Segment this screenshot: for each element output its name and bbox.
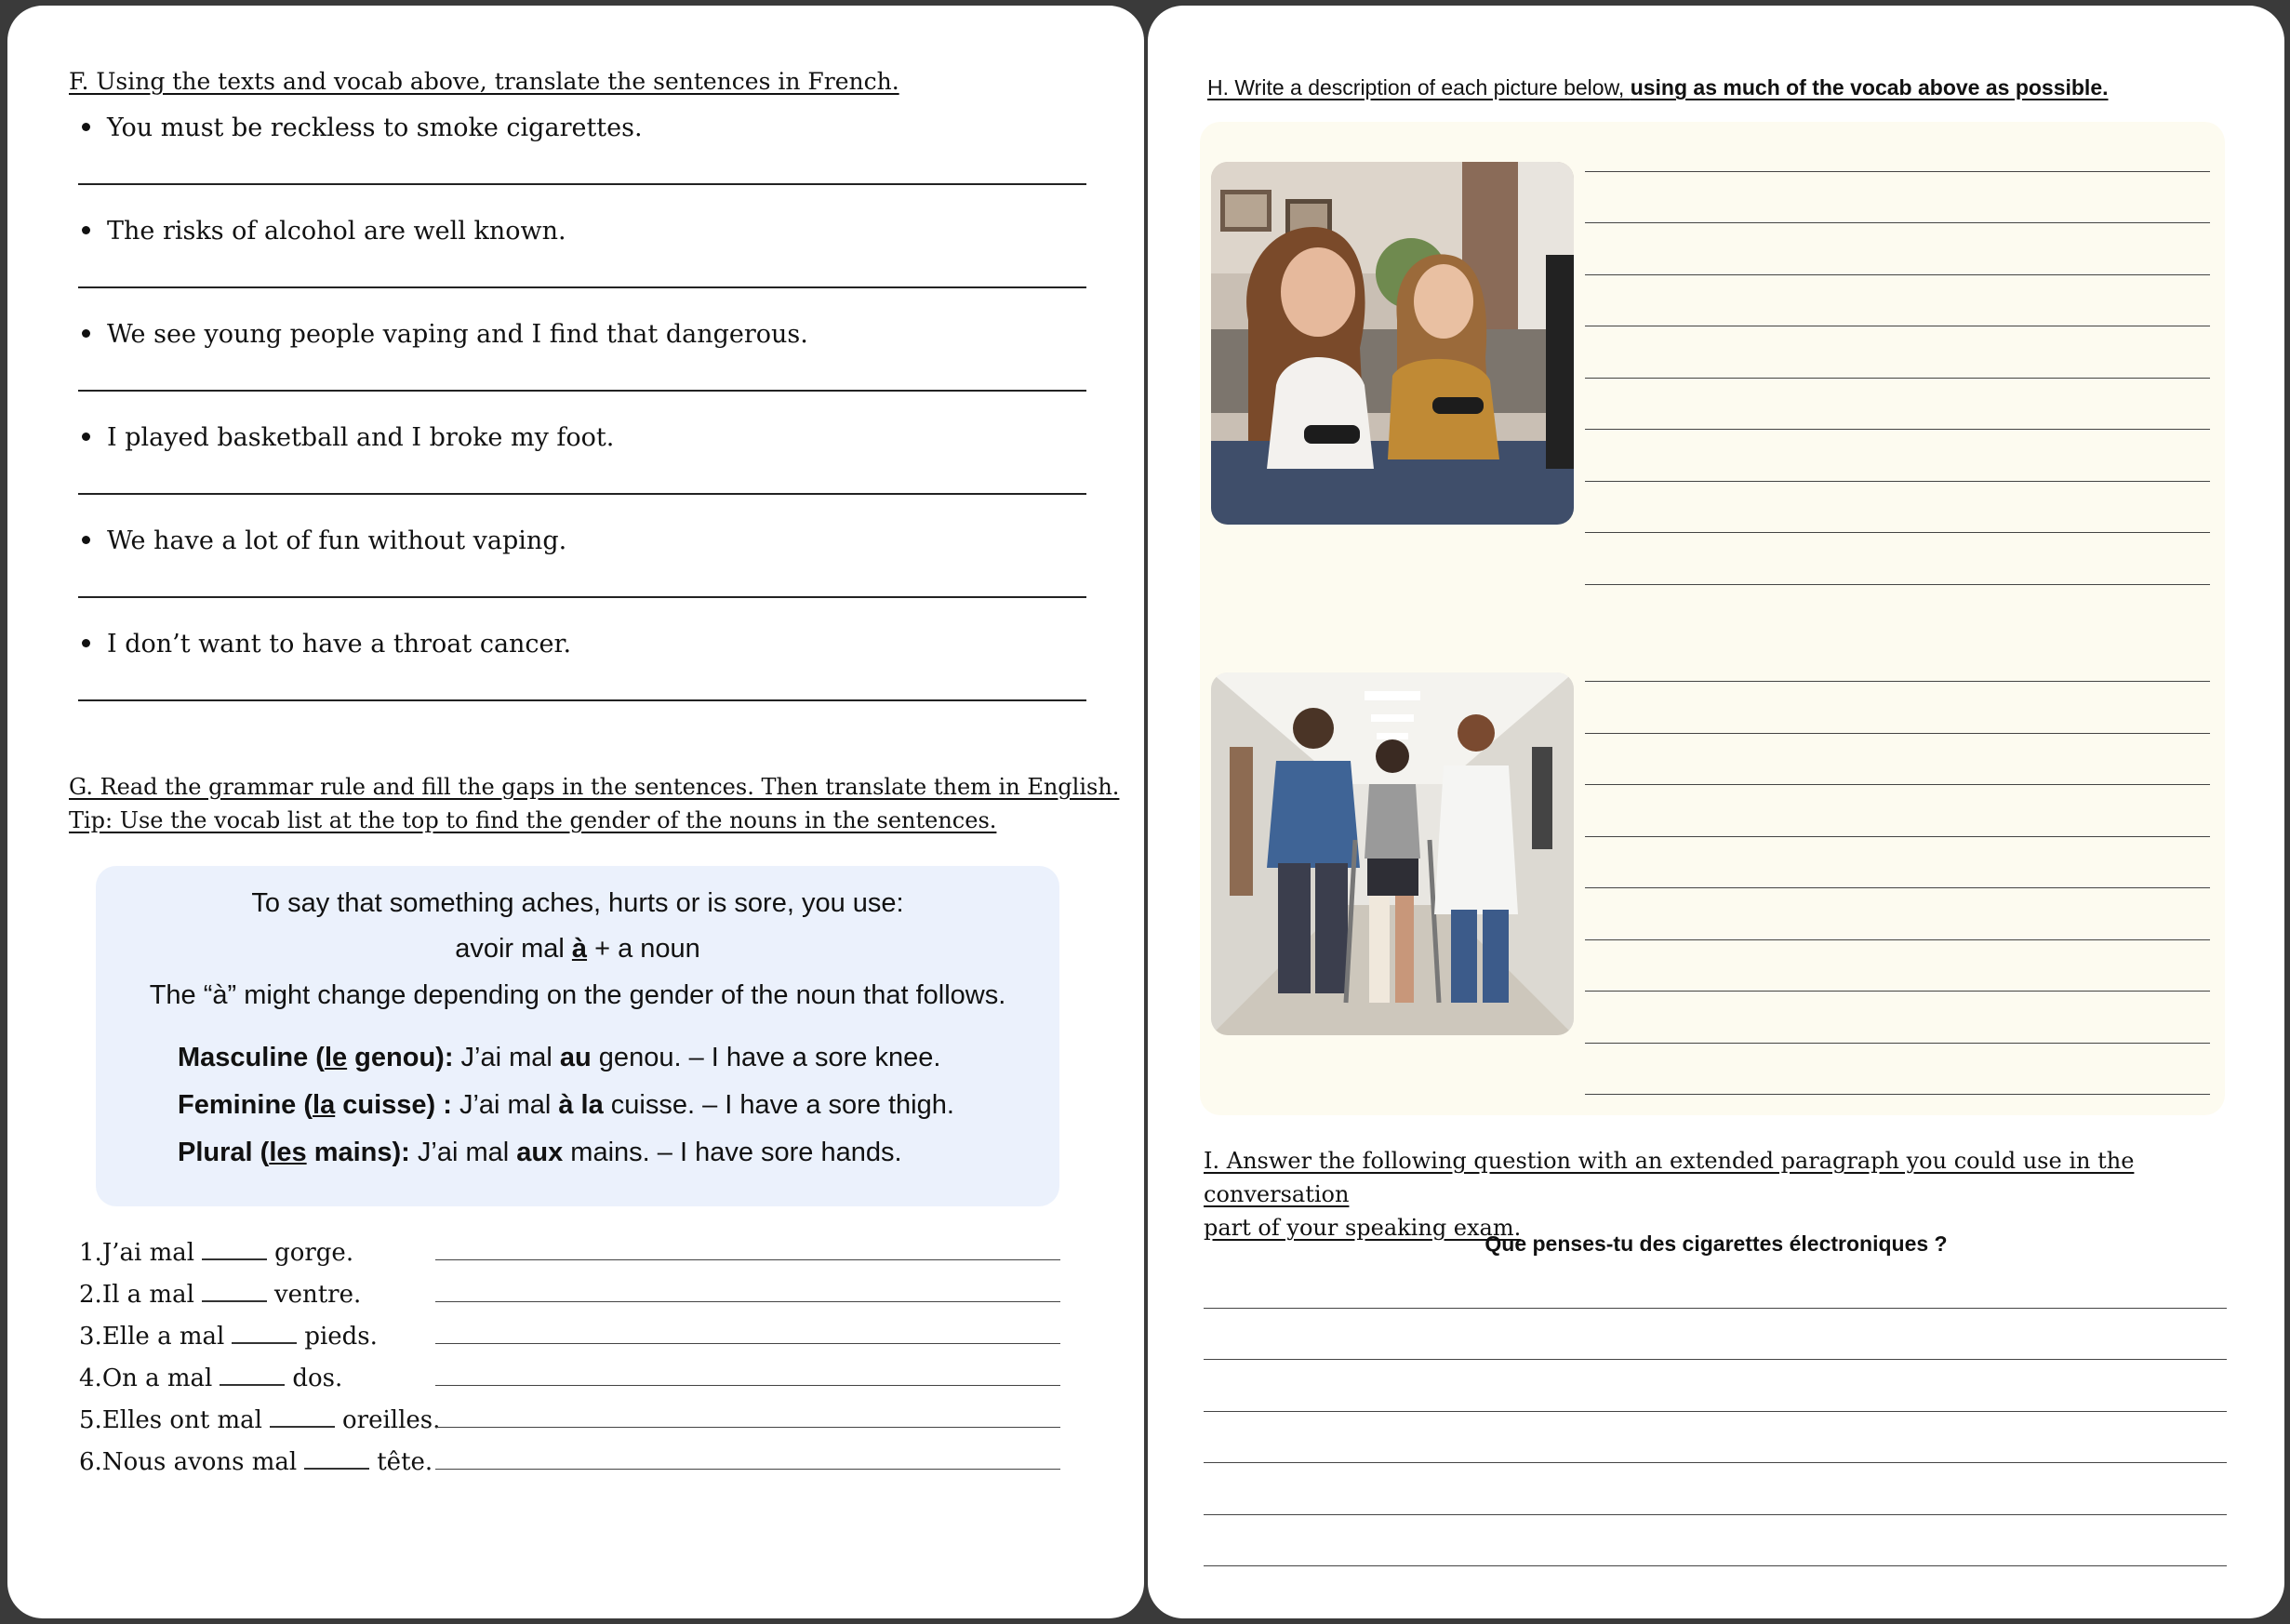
answer-line[interactable] [78,596,1086,598]
sentence-item: We have a lot of fun without vaping. [82,526,566,555]
answer-line[interactable] [78,699,1086,701]
bullet-icon [82,639,90,647]
sentence-item: We see young people vaping and I find that dangerous. [82,320,808,349]
translation-line[interactable] [435,1301,1060,1302]
sentence-item: I played basketball and I broke my foot. [82,423,614,452]
answer-line[interactable] [78,286,1086,288]
rule-formula: avoir mal à + a noun [455,934,700,964]
answer-line[interactable] [78,390,1086,392]
rule-example-plural: Plural (les mains): J’ai mal aux mains. – I have sore hands. [178,1138,902,1167]
translation-line[interactable] [435,1343,1060,1344]
section-h-heading: H. Write a description of each picture below, using as much of the vocab above as possible. [1207,75,2109,100]
speaking-question: Que penses-tu des cigarettes électroniques ? [1485,1231,1948,1256]
description-line[interactable] [1585,429,2210,430]
description-line[interactable] [1585,171,2210,172]
description-line[interactable] [1585,584,2210,585]
bullet-icon [82,329,90,338]
gap-blank[interactable] [202,1240,267,1260]
gap-fill-item: 2.Il a mal ventre. [79,1281,362,1309]
gap-blank[interactable] [304,1449,369,1470]
gap-blank[interactable] [202,1282,267,1302]
picture-panel [1200,122,2225,1115]
description-line[interactable] [1585,532,2210,533]
gap-fill-item: 5.Elles ont mal oreilles. [79,1406,441,1434]
description-line[interactable] [1585,887,2210,888]
description-line[interactable] [1585,836,2210,837]
photo-hospital-corridor [1211,672,1574,1035]
section-i-heading: I. Answer the following question with an extended paragraph you could use in the conversation part of your speaking exam. [1204,1148,2135,1241]
translation-line[interactable] [435,1469,1060,1470]
description-line[interactable] [1585,681,2210,682]
photo-girls-gaming-image [1211,162,1574,525]
description-line[interactable] [1585,939,2210,940]
description-line[interactable] [1585,481,2210,482]
gap-blank[interactable] [270,1407,335,1428]
translation-line[interactable] [435,1259,1060,1260]
gap-fill-item: 3.Elle a mal pieds. [79,1323,378,1351]
gap-fill-item: 4.On a mal dos. [79,1364,343,1392]
description-line[interactable] [1585,378,2210,379]
paragraph-line[interactable] [1204,1359,2227,1360]
worksheet-left-page [7,6,1144,1618]
rule-example-feminine: Feminine (la cuisse) : J’ai mal à la cuisse. – I have a sore thigh. [178,1090,954,1120]
worksheet-right-page [1148,6,2284,1618]
grammar-rule-box [96,866,1059,1206]
description-line[interactable] [1585,1094,2210,1095]
translation-line[interactable] [435,1385,1060,1386]
bullet-icon [82,536,90,544]
paragraph-line[interactable] [1204,1411,2227,1412]
gap-fill-item: 1.J’ai mal gorge. [79,1239,354,1267]
photo-girls-gaming [1211,162,1574,525]
description-line[interactable] [1585,733,2210,734]
gap-fill-item: 6.Nous avons mal tête. [79,1448,433,1476]
gap-blank[interactable] [232,1324,297,1344]
rule-line: The “à” might change depending on the gender of the noun that follows. [149,980,1006,1010]
section-g-heading: G. Read the grammar rule and fill the gaps in the sentences. Then translate them in English. Tip: Use the vocab list at the top to find the gender of the nouns in the sentences. [69,774,1120,833]
sentence-item: I don’t want to have a throat cancer. [82,630,571,659]
gap-blank[interactable] [220,1365,285,1386]
answer-line[interactable] [78,493,1086,495]
rule-line: To say that something aches, hurts or is sore, you use: [251,888,904,918]
bullet-icon [82,123,90,131]
description-line[interactable] [1585,1043,2210,1044]
sentence-item: You must be reckless to smoke cigarettes. [82,113,643,142]
description-line[interactable] [1585,222,2210,223]
section-f-heading: F. Using the texts and vocab above, translate the sentences in French. [69,68,899,95]
paragraph-line[interactable] [1204,1462,2227,1463]
paragraph-line[interactable] [1204,1514,2227,1515]
answer-line[interactable] [78,183,1086,185]
description-line[interactable] [1585,991,2210,992]
description-line[interactable] [1585,784,2210,785]
description-line[interactable] [1585,274,2210,275]
rule-example-masculine: Masculine (le genou): J’ai mal au genou. – I have a sore knee. [178,1043,941,1072]
bullet-icon [82,433,90,441]
paragraph-line[interactable] [1204,1565,2227,1566]
photo-hospital-corridor-image [1211,672,1574,1035]
bullet-icon [82,226,90,234]
paragraph-line[interactable] [1204,1308,2227,1309]
translation-line[interactable] [435,1427,1060,1428]
sentence-item: The risks of alcohol are well known. [82,217,566,246]
